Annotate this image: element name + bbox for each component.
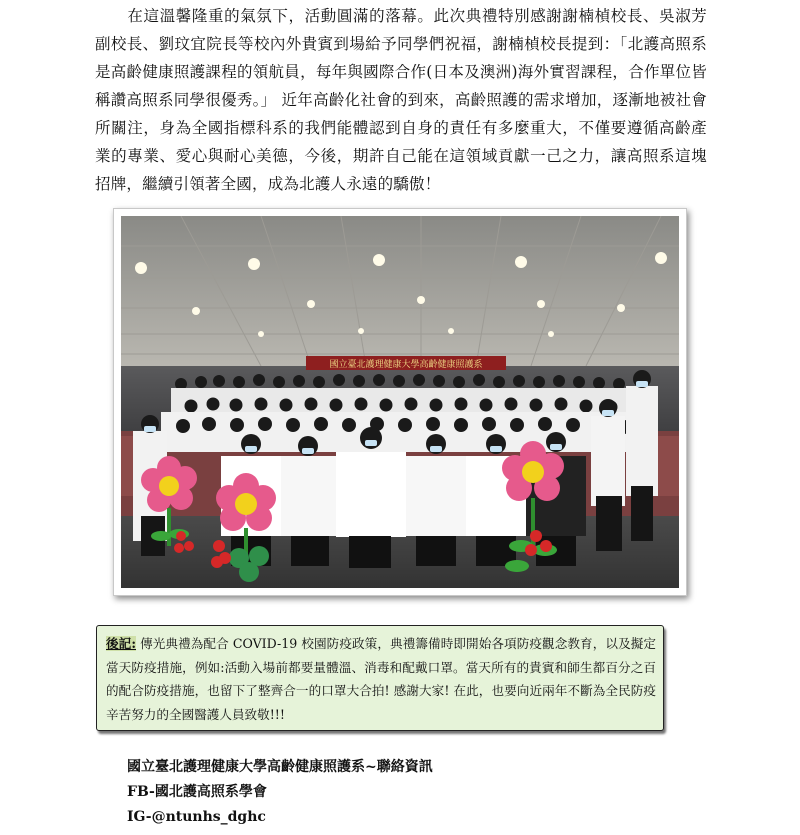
group-photo-illustration xyxy=(121,216,679,588)
afterword-text: 傳光典禮為配合 COVID-19 校園防疫政策，典禮籌備時即開始各項防疫觀念教育，以及擬定當天防疫措施，例如:活動入場前都要量體溫、消毒和配戴口罩。當天所有的貴賓和師生都百分之百的配合防疫措施，也留下了整齊合一的口罩大合拍! 感謝大家! 在此，也要向近兩年不斷為全民防疫辛苦努力的全國醫護人員致敬!!! xyxy=(106,636,656,722)
contact-title: 國立臺北護理健康大學高齡健康照護系~聯絡資訊 xyxy=(127,759,433,775)
banner-text: 國立臺北護理健康大學高齡健康照護系 xyxy=(329,360,483,370)
article-paragraph xyxy=(95,2,707,198)
facebook-contact: FB-國北護高照系學會 xyxy=(127,784,267,800)
afterword-paragraph xyxy=(106,632,656,726)
contact-info xyxy=(127,755,433,830)
afterword-box xyxy=(96,625,664,731)
instagram-contact: IG-@ntunhs_dghc xyxy=(127,809,266,825)
afterword-label: 後記: xyxy=(106,636,136,651)
group-photo-frame xyxy=(113,208,687,596)
article-paragraph-text: 在這溫馨隆重的氣氛下，活動圓滿的落幕。此次典禮特別感謝謝楠楨校長、吳淑芳副校長、劉玟宜院長等校內外貴賓到場給予同學們祝福，謝楠楨校長提到：「北護高照系是高齡健康照護課程的領航員，每年與國際合作(日本及澳洲)海外實習課程，合作單位皆稱讚高照系同學很優秀。」 近年高齡化社會的到來，高齡照護的需求增加，逐漸地被社會所關注，身為全國指標科系的我們能體認到自身的責任有多麼重大，不僅要遵循高齡產業的專業、愛心與耐心美德，今後，期許自己能在這領域貢獻一己之力，讓高照系這塊招牌，繼續引領著全國，成為北護人永遠的驕傲！ xyxy=(95,7,707,193)
group-photo xyxy=(121,216,679,588)
